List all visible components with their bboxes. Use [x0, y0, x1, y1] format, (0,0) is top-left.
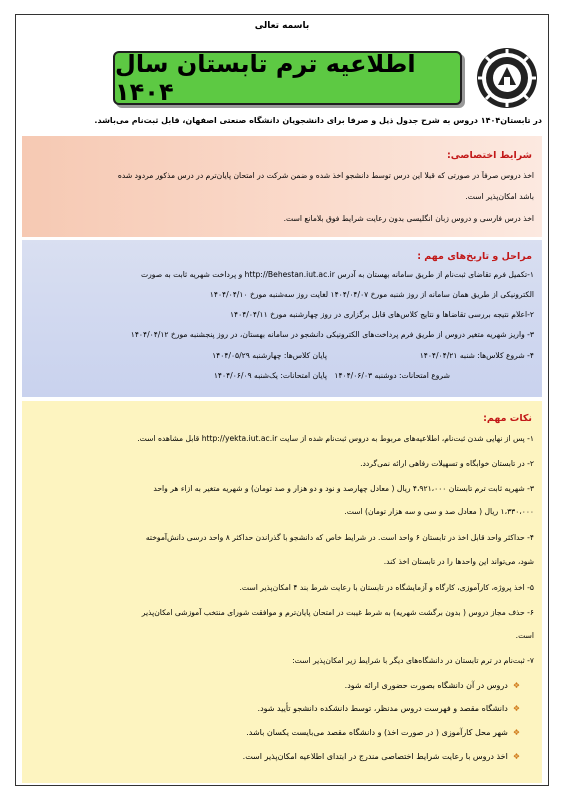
steps-line: ۱-تکمیل فرم تقاضای ثبت‌نام از طریق سامانه بهستان به آدرس http://Behestan.iut.ac.ir و پرداخت شهریه ثابت به صورت	[140, 270, 534, 279]
end-classes: پایان کلاس‌ها: چهارشنبه ۱۴۰۴/۰۵/۲۹	[212, 351, 327, 360]
notes-section	[22, 401, 542, 783]
end-exams: پایان امتحانات: یک‌شنبه ۱۴۰۴/۰۶/۰۹	[213, 371, 327, 380]
steps-line: الکترونیکی از طریق همان سامانه از روز شنبه مورخ ۱۴۰۴/۰۴/۰۷ لغایت روز سه‌شنبه مورخ ۱۴۰۴/۰۴/۱۰	[209, 290, 534, 299]
diamond-bullet-icon: ❖	[512, 728, 520, 737]
notes-line: ۲- در تابستان خوابگاه و تسهیلات رفاهی ارائه نمی‌گردد.	[360, 459, 534, 468]
start-exams: شروع امتحانات: دوشنبه ۱۴۰۴/۰۶/۰۳	[334, 371, 450, 380]
notes-line: شود، می‌تواند این واحدها را در تابستان اخذ کند.	[383, 557, 534, 566]
special-conditions-title: شرایط اختصاصی:	[446, 150, 532, 161]
notes-line: ۷- ثبت‌نام در ترم تابستان در دانشگاه‌های دیگر با شرایط زیر امکان‌پذیر است:	[292, 656, 534, 665]
list-item: ❖شهر محل کارآموزی ( در صورت اخذ) و دانشگاه مقصد می‌بایست یکسان باشد.	[246, 728, 520, 737]
page-title: اطلاعیه ترم تابستان سال ۱۴۰۴	[115, 50, 416, 106]
start-classes: ۴- شروع کلاس‌ها: شنبه ۱۴۰۴/۰۴/۲۱	[419, 351, 534, 360]
diamond-bullet-icon: ❖	[512, 704, 520, 713]
notes-line: ۵- اخذ پروژه، کارآموزی، کارگاه و آزمایشگاه در تابستان با رعایت شرط بند ۴ امکان‌پذیر است.	[239, 583, 534, 592]
steps-title: مراحل و تاریخ‌های مهم :	[417, 251, 532, 262]
notes-title: نکات مهم:	[483, 413, 532, 424]
list-item: ❖دروس در آن دانشگاه بصورت حضوری ارائه شود.	[344, 681, 520, 690]
diamond-bullet-icon: ❖	[512, 681, 520, 690]
notes-line: است.	[515, 631, 534, 640]
notice-page	[15, 14, 549, 786]
notes-line: ۴- حداکثر واحد قابل اخذ در تابستان ۶ واحد است. در شرایط خاص که دانشجو با گذراندن حداکثر ۸ واحد درسی دانش‌آموخته	[145, 533, 534, 542]
title-banner	[113, 51, 462, 105]
notes-line: ۱،۳۳۰،۰۰۰ ریال ( معادل صد و سی و سه هزار تومان) است.	[344, 507, 534, 516]
list-item: ❖دانشگاه مقصد و فهرست دروس مدنظر، توسط دانشکده دانشجو تأیید شود.	[257, 704, 520, 713]
steps-line: ۲-اعلام نتیجه بررسی تقاضاها و نتایج کلاس‌های قابل برگزاری در روز چهارشنبه مورخ ۱۴۰۴/۰۴/۱۱	[229, 310, 534, 319]
intro-text: در تابستان۱۴۰۴ دروس به شرح جدول ذیل و صرفا برای دانشجویان دانشگاه صنعتی اصفهان، قابل ثبت‌نام می‌باشد.	[94, 116, 542, 125]
notes-line: ۱- پس از نهایی شدن ثبت‌نام، اطلاعیه‌های مربوط به دروس ثبت‌نام شده از سایت http://yekta.iut.ac.ir قابل مشاهده است.	[137, 434, 534, 443]
special-conditions-section	[22, 136, 542, 237]
diamond-bullet-icon: ❖	[512, 752, 520, 761]
notes-line: ۳- شهریه ثابت ترم تابستان ۴،۹۲۱،۰۰۰ ریال ( معادل چهارصد و نود و دو هزار و صد تومان) و شهریه متغیر به ازاء هر واحد	[153, 484, 534, 493]
steps-section	[22, 240, 542, 397]
special-conditions-line: اخذ درس فارسی و دروس زبان انگلیسی بدون رعایت شرایط فوق بلامانع است.	[283, 214, 534, 223]
list-item: ❖اخذ دروس با رعایت شرایط اختصاصی مندرج در ابتدای اطلاعیه امکان‌پذیر است.	[242, 752, 520, 761]
steps-line: ۳- واریز شهریه متغیر دروس از طریق فرم پرداخت‌های الکترونیکی دانشجو در سامانه بهستان، در روز پنجشنبه مورخ ۱۴۰۴/۰۴/۱۲	[130, 330, 534, 339]
special-conditions-line: اخذ دروس صرفاً در صورتی که قبلا این درس توسط دانشجو اخذ شده و ضمن شرکت در امتحان پایان‌ترم در درس مذکور مردود شده	[117, 171, 534, 180]
university-gear-logo	[474, 45, 540, 111]
notes-line: ۶- حذف مجاز دروس ( بدون برگشت شهریه) به شرط غیبت در امتحان پایان‌ترم و موافقت شورای منتخب آموزشی امکان‌پذیر	[141, 608, 534, 617]
special-conditions-line: باشد امکان‌پذیر است.	[465, 192, 534, 201]
bismillah-text: باسمه تعالی	[254, 21, 310, 31]
